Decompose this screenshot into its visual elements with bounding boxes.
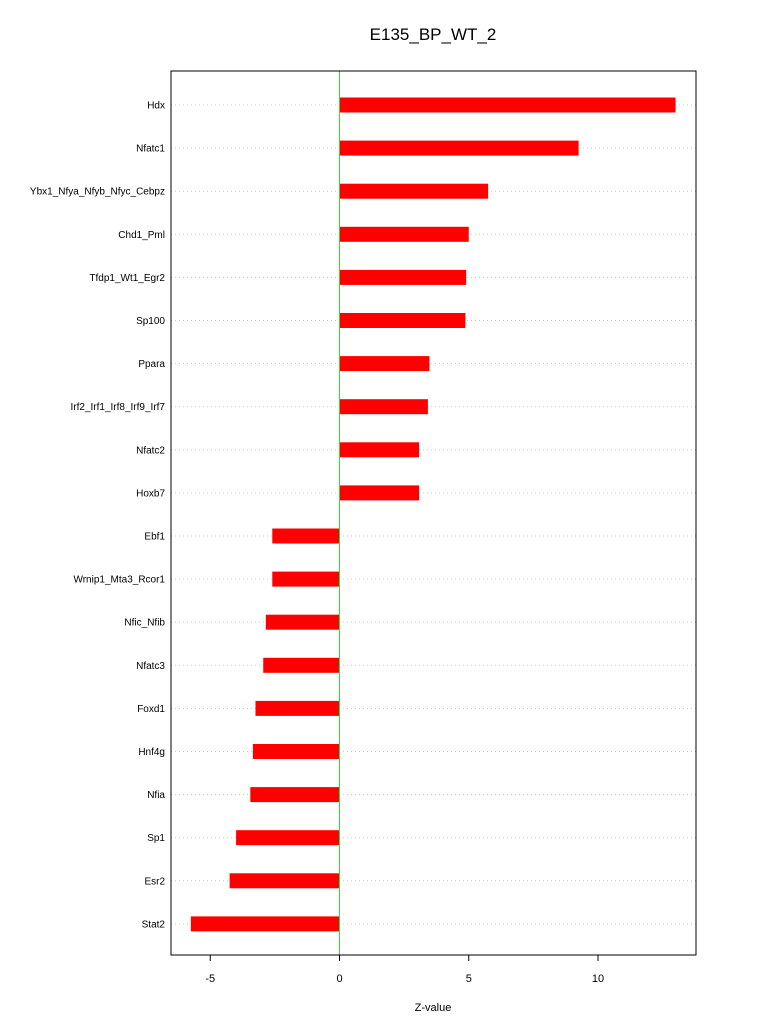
category-label: Wrnip1_Mta3_Rcor1 (73, 574, 165, 586)
category-label: Nfatc3 (136, 660, 165, 672)
x-tick-label: -5 (205, 973, 216, 985)
x-axis-label: Z-value (414, 1002, 452, 1014)
bar-nfic-nfib (266, 615, 340, 630)
category-label: Nfatc1 (136, 143, 165, 155)
bar-hoxb7 (340, 485, 420, 500)
plot-frame (171, 71, 696, 955)
category-label: Irf2_Irf1_Irf8_Irf9_Irf7 (70, 402, 165, 414)
bar-ppara (340, 356, 430, 371)
category-label: Nfic_Nfib (124, 617, 165, 629)
category-label: Hnf4g (138, 747, 165, 758)
x-tick-label: 10 (591, 973, 605, 985)
bar-stat2 (191, 916, 340, 931)
bar-nfatc1 (340, 141, 579, 156)
category-label: Hoxb7 (136, 488, 165, 500)
bar-nfatc3 (263, 658, 339, 673)
bar-sp1 (236, 830, 339, 845)
x-tick-label: 5 (465, 973, 472, 985)
category-label: Sp100 (136, 316, 165, 327)
bar-ebf1 (272, 529, 339, 544)
category-label: Ebf1 (144, 531, 165, 543)
category-labels (30, 101, 166, 931)
category-label: Stat2 (141, 919, 165, 931)
bar-ybx1-nfya-nfyb-nfyc-cebpz (340, 184, 489, 199)
category-label: Ppara (138, 359, 165, 371)
category-label: Nfatc2 (136, 445, 165, 457)
bar-foxd1 (255, 701, 339, 716)
bar-irf2-irf1-irf8-irf9-irf7 (340, 399, 428, 414)
category-label: Hdx (147, 100, 165, 112)
x-tick-label: 0 (336, 973, 343, 985)
chart-title: E135_BP_WT_2 (369, 25, 497, 44)
bar-sp100 (340, 313, 466, 328)
category-label: Ybx1_Nfya_Nfyb_Nfyc_Cebpz (29, 186, 165, 198)
category-label: Foxd1 (137, 703, 165, 715)
x-axis (205, 955, 604, 985)
bar-nfatc2 (340, 442, 420, 457)
category-label: Tfdp1_Wt1_Egr2 (89, 272, 165, 284)
category-label: Nfia (147, 790, 165, 802)
bars (191, 98, 676, 932)
category-label: Chd1_Pml (118, 229, 165, 241)
category-label: Esr2 (144, 876, 165, 888)
category-label: Sp1 (147, 833, 165, 845)
bar-hnf4g (253, 744, 340, 759)
bar-tfdp1-wt1-egr2 (340, 270, 467, 285)
bar-esr2 (230, 873, 340, 888)
bar-hdx (340, 98, 676, 113)
bar-nfia (250, 787, 339, 802)
bar-wrnip1-mta3-rcor1 (272, 572, 339, 587)
bar-chd1-pml (340, 227, 469, 242)
